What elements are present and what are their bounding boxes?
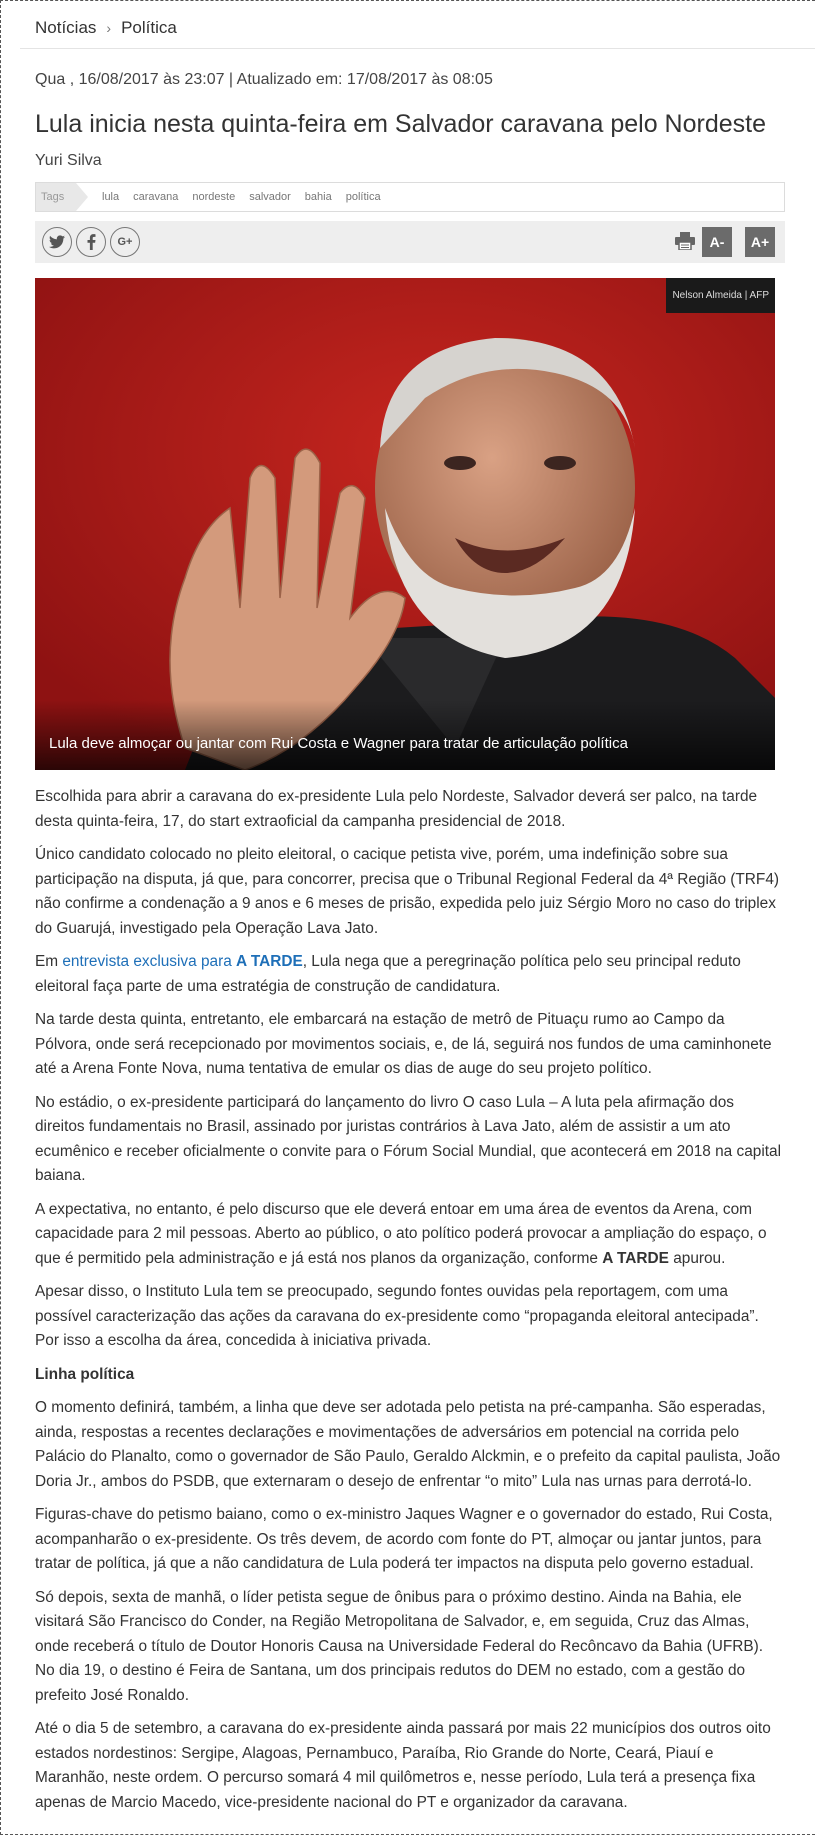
- google-plus-share-button[interactable]: [110, 227, 140, 257]
- facebook-share-button[interactable]: [76, 227, 106, 257]
- link-text: entrevista exclusiva para: [62, 953, 237, 970]
- article-paragraph: [35, 1198, 785, 1272]
- font-increase-button[interactable]: A+: [745, 227, 775, 257]
- article-paragraph: Apesar disso, o Instituto Lula tem se preocupado, segundo fontes ouvidas pela reportagem, com uma possível caracterização das ações da caravana do ex-presidente como “propaganda eleitoral antecipada”. Por isso a escolha da área, concedida à iniciativa privada.: [35, 1283, 759, 1349]
- article-paragraph: Único candidato colocado no pleito eleitoral, o cacique petista vive, porém, uma indefinição sobre sua participação na disputa, já que, para concorrer, precisa que o Tribunal Regional Federal da 4ª Região (TRF4) não confirme a condenação a 9 anos e 6 meses de prisão, expedida pelo juiz Sérgio Moro no caso do triplex do Guarujá, investigado pela Operação Lava Jato.: [35, 846, 780, 937]
- paragraph-text: Em: [35, 953, 63, 970]
- article-author: Yuri Silva: [35, 152, 102, 169]
- breadcrumb-separator: ›: [106, 20, 112, 36]
- paragraph-text: apurou.: [668, 1249, 726, 1267]
- article-paragraph: Escolhida para abrir a caravana do ex-presidente Lula pelo Nordeste, Salvador deverá ser palco, na tarde desta quinta-feira, 17, do start extraoficial da campanha presidencial de 2018.: [35, 788, 758, 830]
- article-paragraph: Até o dia 5 de setembro, a caravana do ex-presidente ainda passará por mais 22 municípios dos outros oito estados nordestinos: Sergipe, Alagoas, Pernambuco, Paraíba, Rio Grande do Norte, Ceará, Piauí e Maranhão, neste ordem. O percurso somará 4 mil quilômetros e, nesse período, Lula terá a presença fixa apenas de Marcio Macedo, vice-presidente nacional do PT e organizador da caravana.: [35, 1720, 771, 1811]
- breadcrumb-section-link[interactable]: Política: [121, 18, 177, 37]
- paragraph-text: A expectativa, no entanto, é pelo discurso que ele deverá entoar em uma área de eventos da Arena, com capacidade para 2 mil pessoas. Aberto ao público, o ato político poderá provocar a ampliação do espaço, o que é permitido pela administração e já está nos planos da organização, conforme: [35, 1200, 767, 1267]
- article-title: Lula inicia nesta quinta-feira em Salvador caravana pelo Nordeste: [35, 110, 766, 138]
- twitter-icon: [49, 235, 65, 249]
- article-paragraph: Na tarde desta quinta, entretanto, ele embarcará na estação de metrô de Pituaçu rumo ao Campo da Pólvora, onde será recepcionado por movimentos sociais, e, de lá, seguirá nos fundos de uma caminhonete até a Arena Fonte Nova, numa tentativa de emular os dias de auge do seu projeto político.: [35, 1011, 772, 1077]
- tag-link[interactable]: bahia: [304, 191, 332, 203]
- twitter-share-button[interactable]: [42, 227, 72, 257]
- tag-link[interactable]: salvador: [249, 191, 291, 203]
- breadcrumb: [35, 18, 177, 38]
- tag-link[interactable]: lula: [102, 191, 120, 203]
- brand-text: A TARDE: [602, 1249, 669, 1267]
- photo-caption: Lula deve almoçar ou jantar com Rui Costa e Wagner para tratar de articulação política: [49, 735, 628, 752]
- breadcrumb-home-link[interactable]: Notícias: [35, 18, 97, 37]
- article-paragraph: No estádio, o ex-presidente participará do lançamento do livro O caso Lula – A luta pela afirmação dos direitos fundamentais no Brasil, assinado por juristas contrários à Lava Jato, além de assistir a um ato ecumênico e receber oficialmente o convite para o Fórum Social Mundial, que acontecerá em 2018 na capital baiana.: [35, 1093, 782, 1184]
- article-paragraph: Figuras-chave do petismo baiano, como o ex-ministro Jaques Wagner e o governador do estado, Rui Costa, acompanharão o ex-presidente. Os três devem, de acordo com fonte do PT, almoçar ou jantar juntos, para tratar de política, já que a não candidatura de Lula poderá ter impactos na disputa pelo governo estadual.: [35, 1506, 773, 1572]
- tag-link[interactable]: caravana: [133, 191, 179, 203]
- article-paragraph: Só depois, sexta de manhã, o líder petista segue de ônibus para o próximo destino. Ainda na Bahia, ele visitará São Francisco do Conder, na Região Metropolitana de Salvador, e, em seguida, Cruz das Almas, onde receberá o título de Doutor Honoris Causa na Universidade Federal do Recôncavo da Bahia (UFRB). No dia 19, o destino é Feira de Santana, um dos principais redutos do DEM no estado, com a gestão do prefeito José Ronaldo.: [35, 1588, 764, 1704]
- exclusive-interview-link[interactable]: [62, 953, 302, 970]
- share-toolbar: [35, 221, 785, 263]
- article-paragraph: [35, 950, 785, 999]
- article-photo: [35, 278, 775, 770]
- article-body: [35, 785, 785, 1824]
- article-paragraph: O momento definirá, também, a linha que deve ser adotada pelo petista na pré-campanha. São esperadas, ainda, respostas a recentes declarações e movimentações de adversários em potencial na corrida pelo Palácio do Planalto, como o governador de São Paulo, Geraldo Alckmin, e o prefeito da capital paulista, João Doria Jr., ambos do PSDB, que externaram o desejo de enfrentar “o mito” Lula nas urnas para derrotá-lo.: [35, 1399, 781, 1490]
- article-subheading: Linha política: [35, 1365, 135, 1383]
- google-plus-icon: G+: [117, 236, 133, 248]
- tag-list: [102, 191, 381, 203]
- photo-credit: Nelson Almeida | AFP: [666, 278, 775, 313]
- tag-link[interactable]: política: [345, 191, 381, 203]
- breadcrumb-divider: [20, 48, 815, 49]
- paragraph-text: , Lula nega que a peregrinação política pelo seu principal reduto eleitoral faça parte de uma estratégia de construção de candidatura.: [35, 953, 741, 995]
- facebook-icon: [87, 234, 96, 250]
- font-decrease-button[interactable]: A-: [702, 227, 732, 257]
- photo-caption-overlay: [35, 700, 775, 770]
- print-icon[interactable]: [675, 232, 695, 250]
- link-brand-text: A TARDE: [236, 953, 303, 970]
- tags-bar: [35, 182, 785, 212]
- article-dateline: Qua , 16/08/2017 às 23:07 | Atualizado em: 17/08/2017 às 08:05: [35, 71, 493, 88]
- tags-label: Tags: [36, 183, 76, 211]
- tag-link[interactable]: nordeste: [192, 191, 236, 203]
- lula-portrait-illustration: [35, 278, 775, 770]
